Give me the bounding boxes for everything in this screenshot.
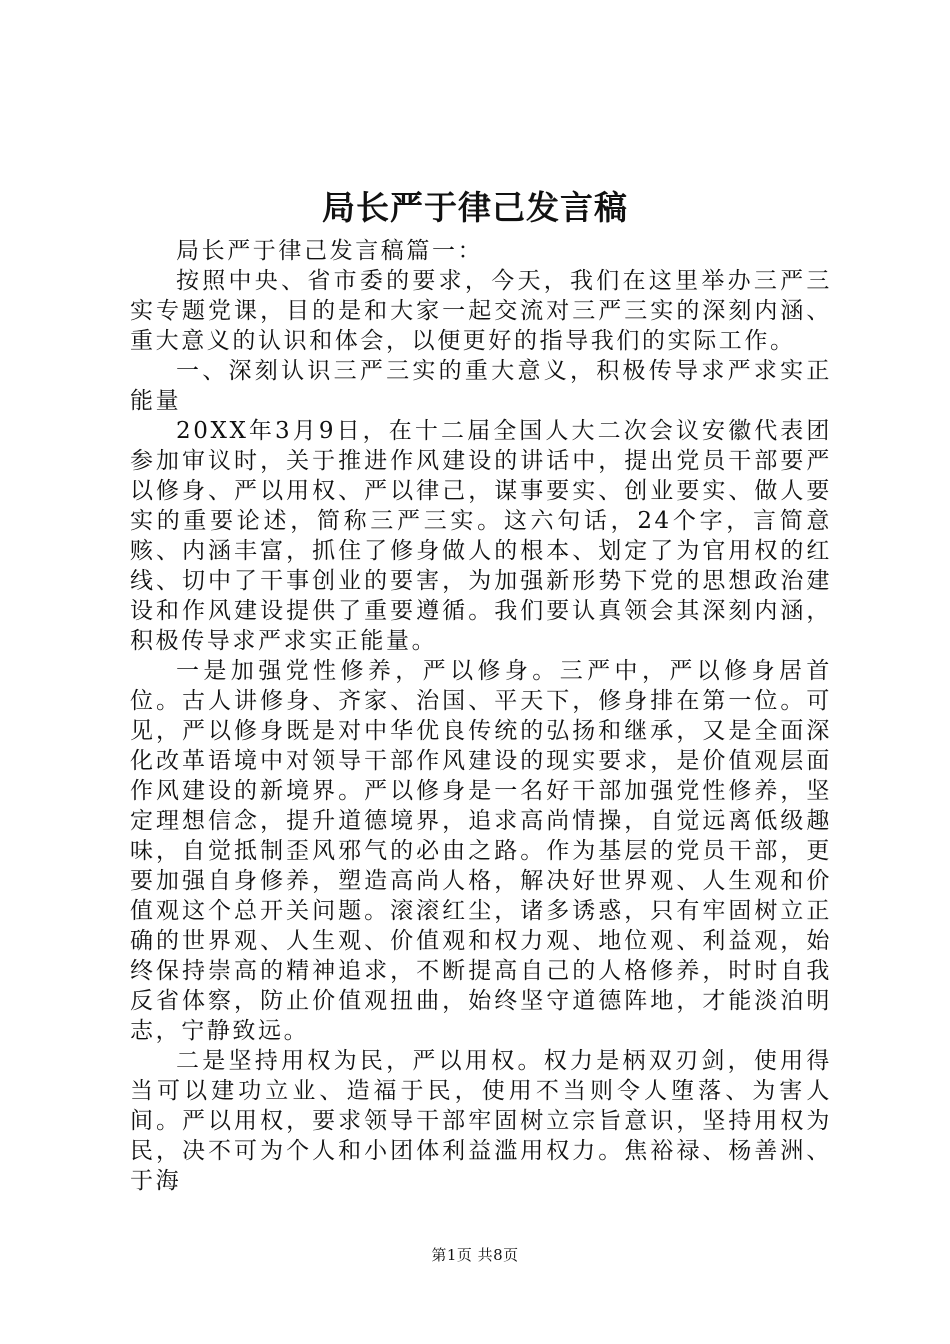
- page-number-footer: 第1页 共8页: [431, 1246, 519, 1264]
- document-title: 局长严于律己发言稿: [322, 188, 628, 227]
- paragraph: 一是加强党性修养，严以修身。三严中，严以修身居首位。古人讲修身、齐家、治国、平天下，修身排在第一位。可见，严以修身既是对中华优良传统的弘扬和继承，又是全面深化改革语境中对领导干部作风建设的现实要求，是价值观层面作风建设的新境界。严以修身是一名好干部加强党性修养，坚定理想信念，提升道德境界，追求高尚情操，自觉远离低级趣味，自觉抵制歪风邪气的必由之路。作为基层的党员干部，更要加强自身修养，塑造高尚人格，解决好世界观、人生观和价值观这个总开关问题。滚滚红尘，诸多诱惑，只有牢固树立正确的世界观、人生观、价值观和权力观、地位观、利益观，始终保持崇高的精神追求，不断提高自己的人格修养，时时自我反省体察，防止价值观扭曲，始终坚守道德阵地，才能淡泊明志，宁静致远。: [130, 658, 832, 1044]
- document-body: [130, 236, 832, 1196]
- paragraph: 按照中央、省市委的要求，今天，我们在这里举办三严三实专题党课，目的是和大家一起交流对三严三实的深刻内涵、重大意义的认识和体会，以便更好的指导我们的实际工作。: [130, 268, 832, 354]
- paragraph: 20XX年3月9日，在十二届全国人大二次会议安徽代表团参加审议时，关于推进作风建设的讲话中，提出党员干部要严以修身、严以用权、严以律己，谋事要实、创业要实、做人要实的重要论述，简称三严三实。这六句话，24个字，言简意赅、内涵丰富，抓住了修身做人的根本、划定了为官用权的红线、切中了干事创业的要害，为加强新形势下党的思想政治建设和作风建设提供了重要遵循。我们要认真领会其深刻内涵，积极传导求严求实正能量。: [130, 418, 832, 654]
- paragraph: 局长严于律己发言稿篇一：: [176, 238, 484, 264]
- section-heading: 一、深刻认识三严三实的重大意义，积极传导求严求实正能量: [130, 358, 832, 414]
- paragraph: 二是坚持用权为民，严以用权。权力是柄双刃剑，使用得当可以建功立业、造福于民，使用不当则令人堕落、为害人间。严以用权，要求领导干部牢固树立宗旨意识，坚持用权为民，决不可为个人和小团体利益滥用权力。焦裕禄、杨善洲、于海: [130, 1048, 832, 1194]
